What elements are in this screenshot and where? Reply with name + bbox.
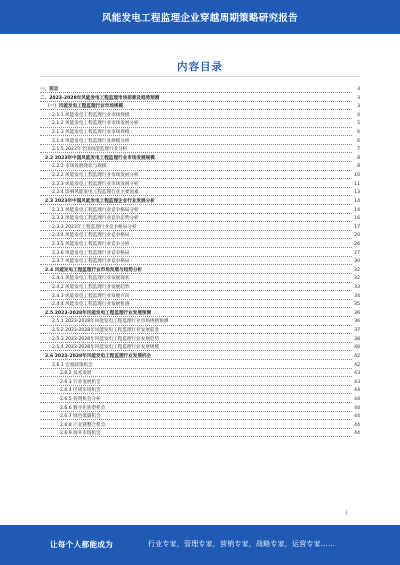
toc-entry[interactable] — [40, 301, 360, 310]
toc-dot-leader — [40, 135, 352, 136]
toc-entry-page: 38 — [353, 336, 360, 345]
toc-entry[interactable] — [40, 215, 360, 224]
toc-entry[interactable] — [40, 310, 360, 319]
toc-entry-title: 2.3.6 风能发电工程监理行业竞争格局 — [52, 250, 130, 256]
toc-title-divider — [40, 76, 360, 77]
toc-entry-page: 34 — [353, 293, 360, 302]
toc-entry[interactable] — [40, 181, 360, 190]
toc-entry[interactable] — [40, 224, 360, 233]
toc-entry-page: 44 — [353, 413, 360, 422]
toc-entry[interactable] — [40, 353, 360, 362]
toc-entry-title: 2.6.9 海外市场机会 — [60, 431, 101, 437]
toc-entry-page: 33 — [353, 284, 360, 293]
toc-entry-title: 2.5.3 2023-2028年风能发电工程监理行业发展趋势 — [52, 336, 160, 342]
toc-dot-leader — [40, 307, 352, 308]
toc-entry[interactable] — [40, 379, 360, 388]
toc-entry-page: 8 — [356, 163, 360, 172]
toc-dot-leader — [40, 195, 352, 196]
toc-dot-leader — [40, 178, 352, 179]
toc-entry[interactable] — [40, 86, 360, 95]
toc-entry-title: 2.1.3 风能发电工程监理行业市场规模 — [52, 130, 130, 136]
toc-entry[interactable] — [40, 267, 360, 276]
toc-entry-page: 32 — [353, 275, 360, 284]
toc-entry[interactable] — [40, 430, 360, 439]
toc-entry[interactable] — [40, 163, 360, 172]
toc-entry-title: 2.6.5 投资机会分析 — [60, 396, 101, 402]
toc-entry[interactable] — [40, 207, 360, 216]
toc-entry-page: 11 — [353, 181, 360, 190]
toc-entry-page: 43 — [353, 370, 360, 379]
toc-dot-leader — [40, 350, 352, 351]
toc-dot-leader — [40, 333, 352, 334]
toc-entry-page: 6 — [356, 138, 360, 147]
toc-dot-leader — [40, 359, 352, 360]
toc-entry[interactable] — [40, 172, 360, 181]
toc-entry[interactable] — [40, 413, 360, 422]
toc-entry-title: 2.1.2 风能发电工程监理行业市场发展分析 — [52, 121, 139, 127]
toc-entry[interactable] — [40, 258, 360, 267]
toc-entry-title: 2.4.4 风能发电工程监理行业发展机遇 — [52, 302, 130, 308]
toc-entry-page: 36 — [353, 310, 360, 319]
toc-entry-title: 2.2.3 风能发电工程监理行业市场发展分析 — [52, 181, 139, 187]
toc-dot-leader — [40, 118, 352, 119]
toc-entry-title: 2.6.6 数字化转型机会 — [60, 405, 106, 411]
toc-entry-title: 2.6.3 行业发展机会 — [60, 379, 101, 385]
toc-dot-leader — [40, 316, 352, 317]
toc-entry-page: 6 — [356, 129, 360, 138]
toc-entry-title: 2.3.7 风能发电工程监理行业竞争格局 — [52, 259, 130, 265]
toc-dot-leader — [40, 436, 352, 437]
toc-dot-leader — [40, 325, 352, 326]
toc-entry-page: 27 — [353, 250, 360, 259]
toc-dot-leader — [40, 92, 352, 93]
toc-entry-title: 2.5.1 2023-2028年风能发电工程监理行业市场规模预测 — [52, 319, 169, 325]
page-number: 1 — [345, 511, 348, 516]
toc-entry-title: 2.2.1 市场发展现状与规模 — [52, 164, 107, 170]
toc-entry[interactable] — [40, 318, 360, 327]
toc-entry-page: 17 — [353, 224, 360, 233]
toc-entry-title: 2.3.2 风能发电工程监理行业竞争态势分析 — [52, 216, 139, 222]
toc-entry-title: 2.1.1 风能发电工程监理行业市场规模 — [52, 112, 130, 118]
toc-entry-page: 7 — [356, 146, 360, 155]
toc-entry-page: 44 — [353, 387, 360, 396]
report-title: 风能发电工程监理企业穿越周期策略研究报告 — [101, 13, 298, 24]
toc-entry[interactable] — [40, 293, 360, 302]
toc-dot-leader — [40, 127, 352, 128]
toc-entry-title: 2.3.5 风能发电工程监理行业竞争分析 — [52, 241, 130, 247]
toc-entry-title: 2.6 2023-2028年风能发电工程监理行业发展机会 — [45, 353, 152, 359]
toc-entry-page: 42 — [353, 362, 360, 371]
footer-roles: 行业专家，管理专家，营销专家，战略专家，运营专家…… — [148, 540, 336, 548]
toc-dot-leader — [40, 290, 352, 291]
toc-entry-page: 44 — [353, 405, 360, 414]
toc-entry[interactable] — [40, 155, 360, 164]
toc-entry[interactable] — [40, 344, 360, 353]
toc-entry-page: 5 — [356, 120, 360, 129]
toc-entry-title: 一、前言 — [40, 87, 59, 92]
toc-entry-page: 44 — [353, 396, 360, 405]
toc-entry-page: 16 — [353, 215, 360, 224]
toc-entry-page: 32 — [353, 267, 360, 276]
toc-entry-title: 2.1.4 风能发电工程监理行业规模分析 — [52, 138, 130, 144]
toc-entry-page: 30 — [353, 258, 360, 267]
toc-entry[interactable] — [40, 198, 360, 207]
toc-dot-leader — [40, 109, 352, 110]
toc-entry[interactable] — [40, 370, 360, 379]
toc-entry-title: 2.5.4 2023-2028年风能发电工程监理行业发展规模 — [52, 345, 160, 351]
toc-entry-page: 13 — [353, 189, 360, 198]
toc-entry-page: 26 — [353, 241, 360, 250]
toc-entry-title: 2.2.4 影响风能发电工程监理行业主要因素 — [52, 190, 139, 196]
toc-dot-leader — [40, 221, 352, 222]
toc-dot-leader — [40, 204, 352, 205]
toc-entry-title: 2.2.2 风能发电工程监理行业市场发展分析 — [52, 173, 139, 179]
toc-entry[interactable] — [40, 129, 360, 138]
toc-entry[interactable] — [40, 327, 360, 336]
toc-entry-title: 2.5 2023-2028年风能发电工程监理行业发展预测 — [45, 310, 152, 316]
toc-entry[interactable] — [40, 95, 360, 104]
toc-entry[interactable] — [40, 336, 360, 345]
toc-entry[interactable] — [40, 120, 360, 129]
toc-entry-page: 20 — [353, 232, 360, 241]
toc-entry-title: 2.4.1 风能发电工程监理行业发展现状 — [52, 276, 130, 282]
toc-entry[interactable] — [40, 396, 360, 405]
toc-entry[interactable] — [40, 189, 360, 198]
toc-entry[interactable] — [40, 405, 360, 414]
toc-dot-leader — [40, 419, 352, 420]
toc-dot-leader — [40, 393, 352, 394]
toc-entry[interactable] — [40, 112, 360, 121]
toc-entry-page: 36 — [353, 318, 360, 327]
toc-dot-leader — [40, 282, 352, 283]
toc-entry-title: 2.4.2 风能发电工程监理行业发展趋势 — [52, 285, 130, 291]
toc-entry-page: 10 — [353, 172, 360, 181]
toc-entry-page: 14 — [353, 207, 360, 216]
toc-entry-title: （一）风能发电工程监理行业市场规模 — [45, 104, 124, 110]
footer-slogan: 让每个人都能成为 — [50, 540, 114, 549]
toc-title: 内容目录 — [177, 61, 223, 73]
toc-entry-title: 二、2023-2028年风能发电工程监理市场前景及趋势预测 — [40, 95, 160, 101]
toc-dot-leader — [40, 376, 352, 377]
toc-entry[interactable] — [40, 422, 360, 431]
toc-entry-title: 2.6.2 技术发展 — [60, 371, 92, 377]
toc-dot-leader — [40, 273, 352, 274]
toc-entry-page: 40 — [353, 344, 360, 353]
toc-entry[interactable] — [40, 103, 360, 112]
toc-entry-page: 4 — [356, 112, 360, 121]
toc-dot-leader — [40, 402, 352, 403]
toc-dot-leader — [40, 247, 352, 248]
toc-entry-page: 3 — [356, 103, 360, 112]
toc-entry-page: 8 — [356, 155, 360, 164]
toc-entry-title: 2.4 风能发电工程监理行业市场发展与趋势分析 — [45, 267, 143, 273]
toc-dot-leader — [40, 170, 352, 171]
toc-entry[interactable] — [40, 146, 360, 155]
toc-dot-leader — [40, 428, 352, 429]
toc-entry[interactable] — [40, 275, 360, 284]
toc-entry-page: 37 — [353, 327, 360, 336]
toc-entry[interactable] — [40, 250, 360, 259]
toc-entry-title: 2.3 2023年中国风能发电工程监理企业行业发展分析 — [45, 198, 155, 204]
toc-entry-title: 2.2 2023年中国风能发电工程监理行业市场发展规模 — [45, 155, 155, 161]
toc-dot-leader — [40, 230, 352, 231]
toc-entry-page: 14 — [353, 198, 360, 207]
toc-entry-title: 2.6.1 宏观政策机会 — [52, 362, 93, 368]
toc-entry-page: 44 — [353, 422, 360, 431]
toc-entry-title: 2.1.5 2023年全国风能监理行业分析 — [52, 147, 128, 153]
toc-entry[interactable] — [40, 138, 360, 147]
toc-entry-title: 2.3.3 2023年工程监理行业竞争格局分析 — [52, 224, 137, 230]
toc-entry-title: 2.3.1 风能发电工程监理行业竞争格局分析 — [52, 207, 139, 213]
toc-entry-page: 3 — [356, 95, 360, 104]
toc-entry[interactable] — [40, 232, 360, 241]
table-of-contents — [40, 86, 360, 439]
toc-entry[interactable] — [40, 387, 360, 396]
toc-entry-title: 2.4.3 风能发电工程监理行业发展方向 — [52, 293, 130, 299]
toc-entry-title: 2.6.4 区域市场机会 — [60, 388, 101, 394]
toc-entry-title: 2.6.7 绿色低碳机会 — [60, 414, 101, 420]
toc-entry[interactable] — [40, 241, 360, 250]
toc-entry-page: 43 — [353, 379, 360, 388]
toc-entry-page: 44 — [353, 430, 360, 439]
toc-entry[interactable] — [40, 362, 360, 371]
toc-entry-title: 2.5.2 2023-2028年风能发电工程监理行业发展前景 — [52, 328, 160, 334]
toc-dot-leader — [40, 161, 352, 162]
report-footer — [0, 525, 400, 565]
toc-entry-page: 3 — [356, 86, 360, 95]
toc-dot-leader — [40, 152, 352, 153]
toc-entry-page: 42 — [353, 353, 360, 362]
toc-entry-page: 35 — [353, 301, 360, 310]
toc-entry-title: 2.6.8 产业链整合机会 — [60, 422, 106, 428]
toc-entry-title: 2.3.4 风能发电工程监理行业竞争格局 — [52, 233, 130, 239]
toc-dot-leader — [40, 264, 352, 265]
toc-entry[interactable] — [40, 284, 360, 293]
report-header — [0, 0, 400, 34]
toc-dot-leader — [40, 238, 352, 239]
